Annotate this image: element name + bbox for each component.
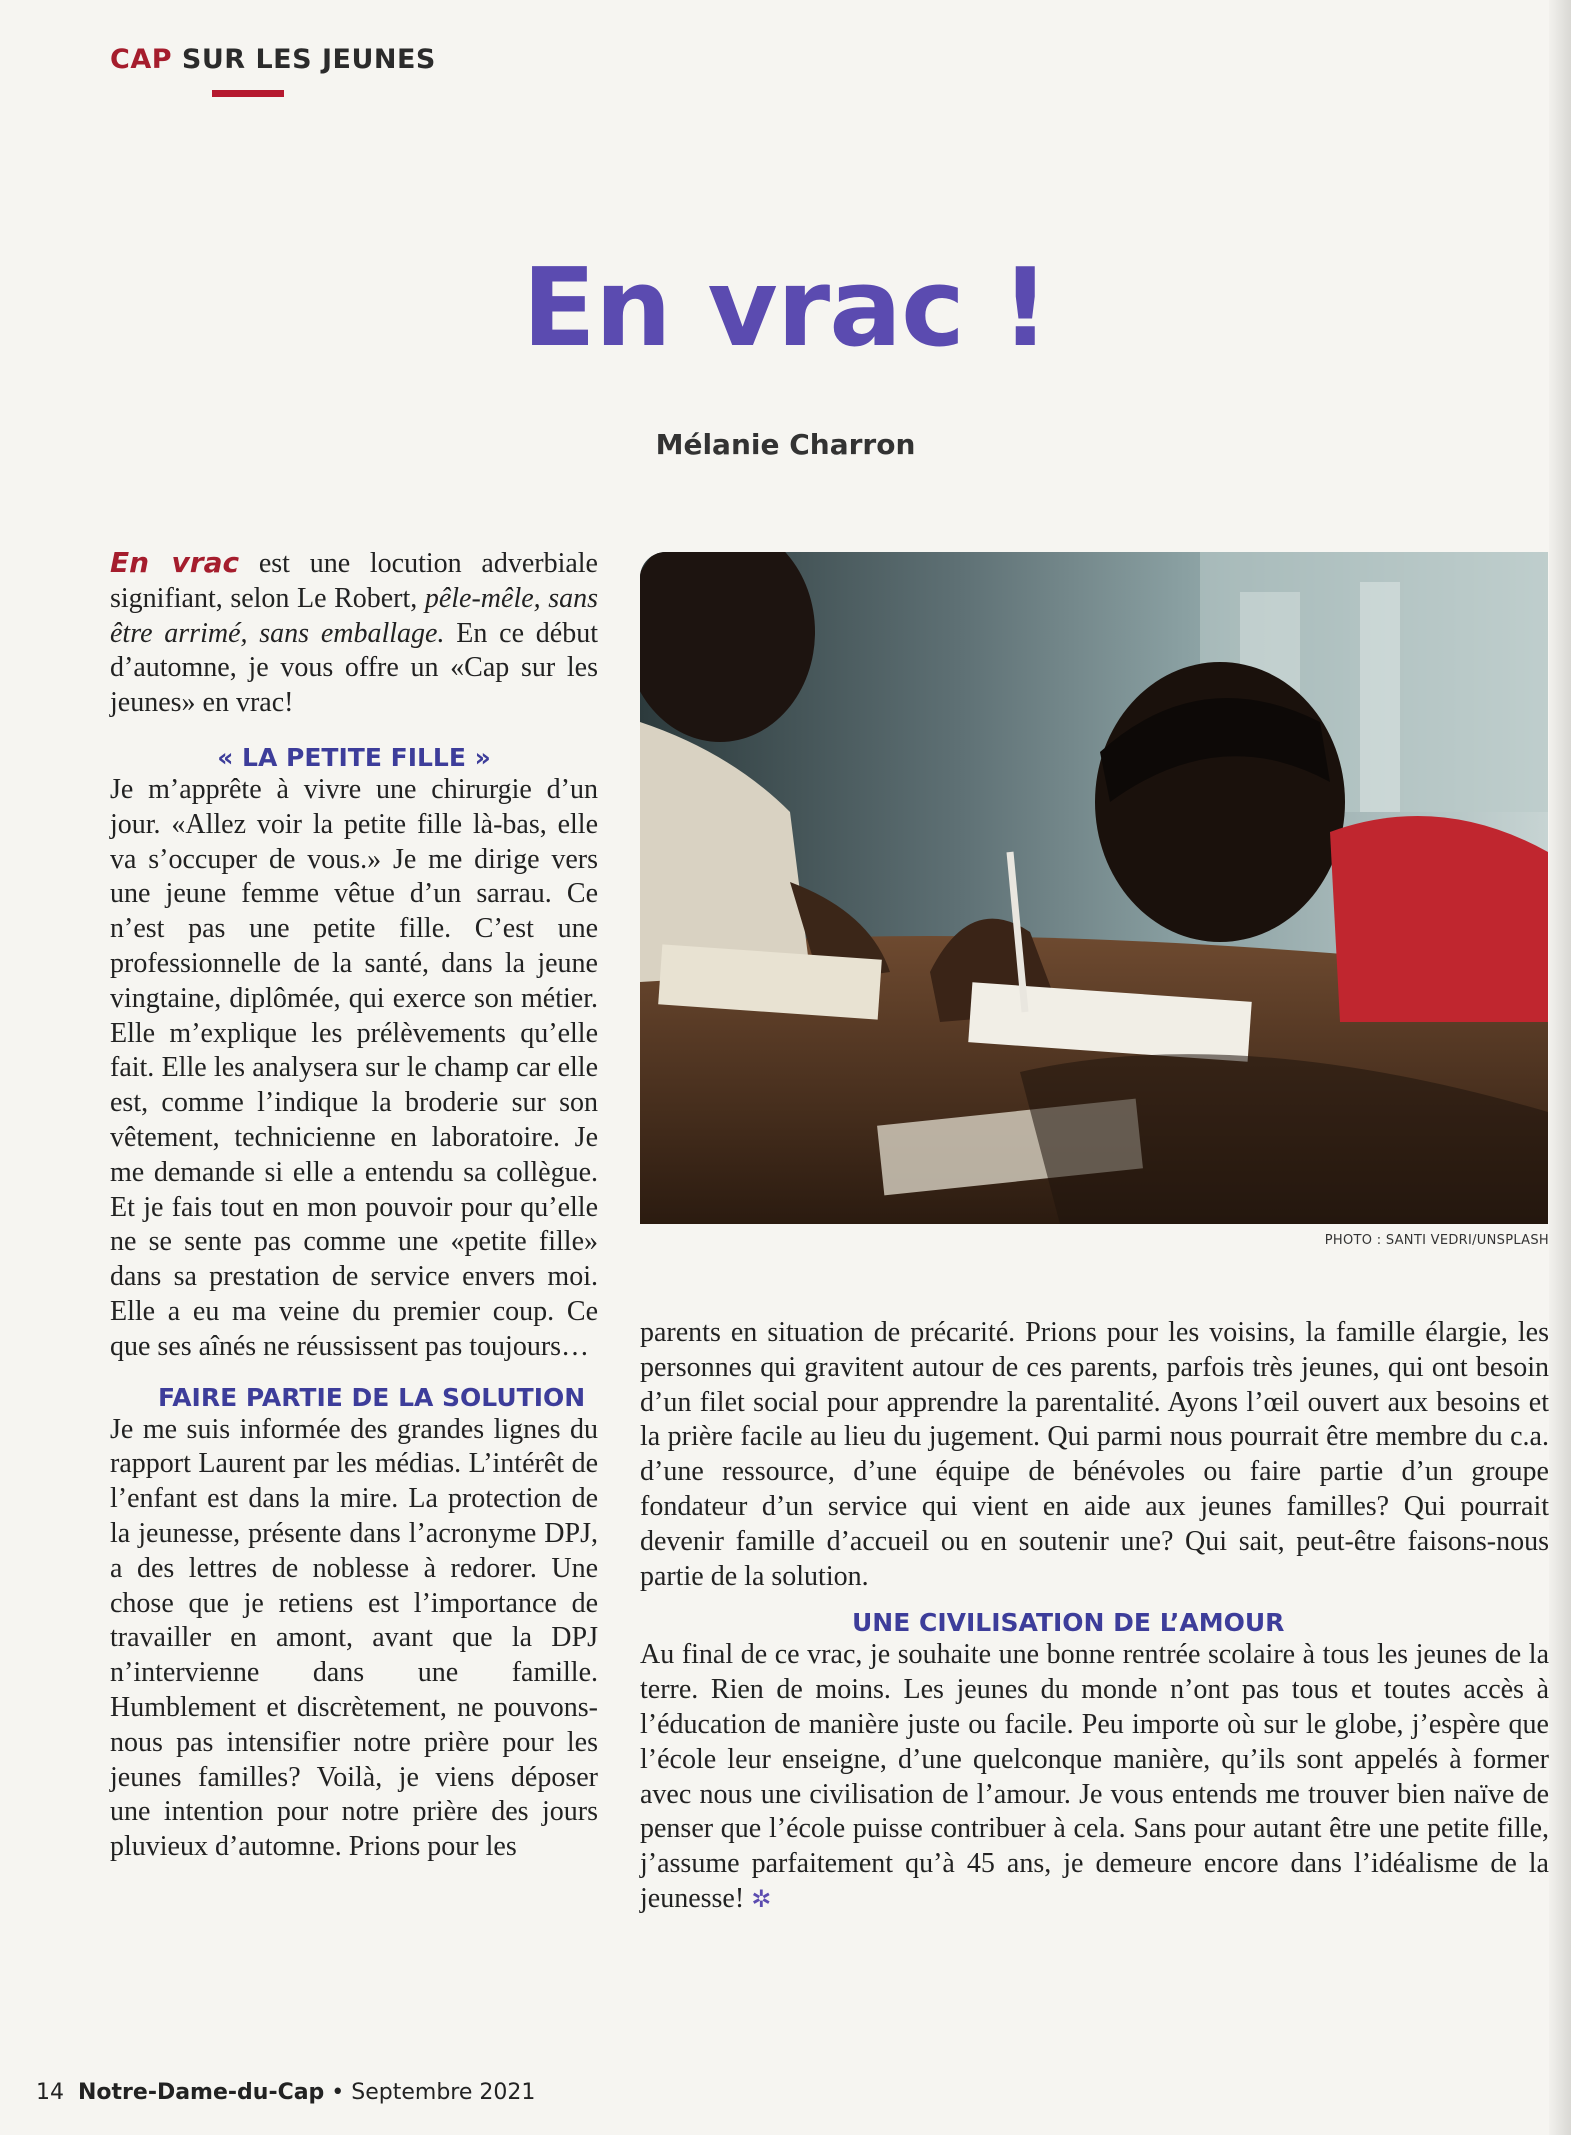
right-column	[640, 1316, 1549, 1918]
section-label	[110, 44, 436, 75]
solution-body-right: parents en situation de précarité. Prions pour les voisins, la famille élargie, les personnes qui gravitent autour de ces parents, parfois très jeunes, qui ont besoin d’un filet social pour apprendre la parentalité. Ayons l’œil ouvert aux besoins et la prière facile au lieu du jugement. Qui parmi nous pourrait être membre du c.a. d’une ressource, d’une équipe de bénévoles ou faire partie d’un groupe fondateur d’un service qui vient en aide aux jeunes familles? Qui pourrait devenir famille d’accueil ou en soutenir une? Qui sait, peut-être faisons-nous partie de la solution.	[640, 1317, 1549, 1592]
intro-italic: pêle-mêle, sans être arrimé, sans emballage.	[110, 582, 599, 649]
photo-children-writing	[640, 552, 1548, 1224]
civilisation-text: Au final de ce vrac, je souhaite une bonne rentrée scolaire à tous les jeunes de la terre. Rien de moins. Les jeunes du monde n’ont pas tous et toutes accès à l’éducation de manière juste ou facile. Peu importe où sur le globe, j’espère que l’école leur enseigne, d’une quelconque manière, qu’ils sont appelés à former avec nous une civilisation de l’amour. Je vous entends me trouver bien naïve de penser que l’école puisse contribuer à cela. Sans pour autant être une petite fille, j’assume parfaitement qu’à 45 ans, je demeure encore dans l’idéalisme de la jeunesse!	[640, 1639, 1549, 1914]
article-photo	[640, 552, 1548, 1224]
footer-separator: •	[324, 2080, 352, 2105]
intro-text-1: est une locution adverbiale signifiant, selon Le Robert,	[110, 548, 598, 614]
page-footer	[36, 2080, 535, 2105]
issue-date: Septembre 2021	[351, 2080, 536, 2105]
section-label-cap: CAP	[110, 44, 172, 75]
photo-credit: PHOTO : SANTI VEDRI/UNSPLASH	[1324, 1233, 1549, 1248]
magazine-name: Notre-Dame-du-Cap	[78, 2080, 325, 2105]
civilisation-body	[640, 1638, 1549, 1917]
petite-fille-body: Je m’apprête à vivre une chirurgie d’un jour. «Allez voir la petite fille là-bas, elle va s’occuper de vous.» Je me dirige vers une jeune femme vêtue d’un sarrau. Ce n’est pas une petite fille. C’est une professionnelle de la santé, dans la jeune vingtaine, diplômée, qui exerce son métier. Elle m’explique les prélèvements qu’elle fait. Elle les analysera sur le champ car elle est, comme l’indique la broderie sur son vêtement, technicienne en laboratoire. Je me demande si elle a entendu sa collègue. Et je fais tout en mon pouvoir pour qu’elle ne se sente pas comme une «petite fille» dans sa prestation de service envers moi. Elle a eu ma veine du premier coup. Ce que ses aînés ne réussissent pas toujours…	[110, 773, 598, 1362]
intro-paragraph	[110, 546, 598, 721]
article-title: En vrac !	[522, 246, 1049, 371]
subheading-petite-fille: « LA PETITE FILLE »	[217, 742, 491, 772]
solution-body-left: Je me suis informée des grandes lignes du rapport Laurent par les médias. L’intérêt de l’enfant est dans la mire. La protection de la jeunesse, présente dans l’acronyme DPJ, a des lettres de noblesse à redorer. Une chose que je retiens est l’importance de travailler en amont, avant que la DPJ n’intervienne dans une famille. Humblement et discrètement, ne pouvons-nous pas intensifier notre prière pour les jeunes familles? Voilà, je viens déposer une intention pour notre prière des jours pluvieux d’automne. Prions pour les	[110, 1413, 598, 1863]
lead-term: En vrac	[110, 546, 240, 579]
section-label-rest: SUR LES JEUNES	[172, 44, 436, 75]
section-rule	[212, 90, 284, 97]
intro-text-2: En ce début d’automne, je vous offre un «Cap sur les jeunes» en vrac!	[110, 617, 598, 719]
article-author: Mélanie Charron	[655, 428, 916, 461]
end-mark-icon: ✲	[751, 1886, 772, 1913]
subheading-civilisation: UNE CIVILISATION DE L’AMOUR	[852, 1608, 1285, 1638]
page-number: 14	[36, 2080, 64, 2105]
subheading-solution: FAIRE PARTIE DE LA SOLUTION	[158, 1382, 586, 1412]
left-column	[110, 546, 598, 1865]
bleed-through-decoration	[100, 190, 800, 240]
